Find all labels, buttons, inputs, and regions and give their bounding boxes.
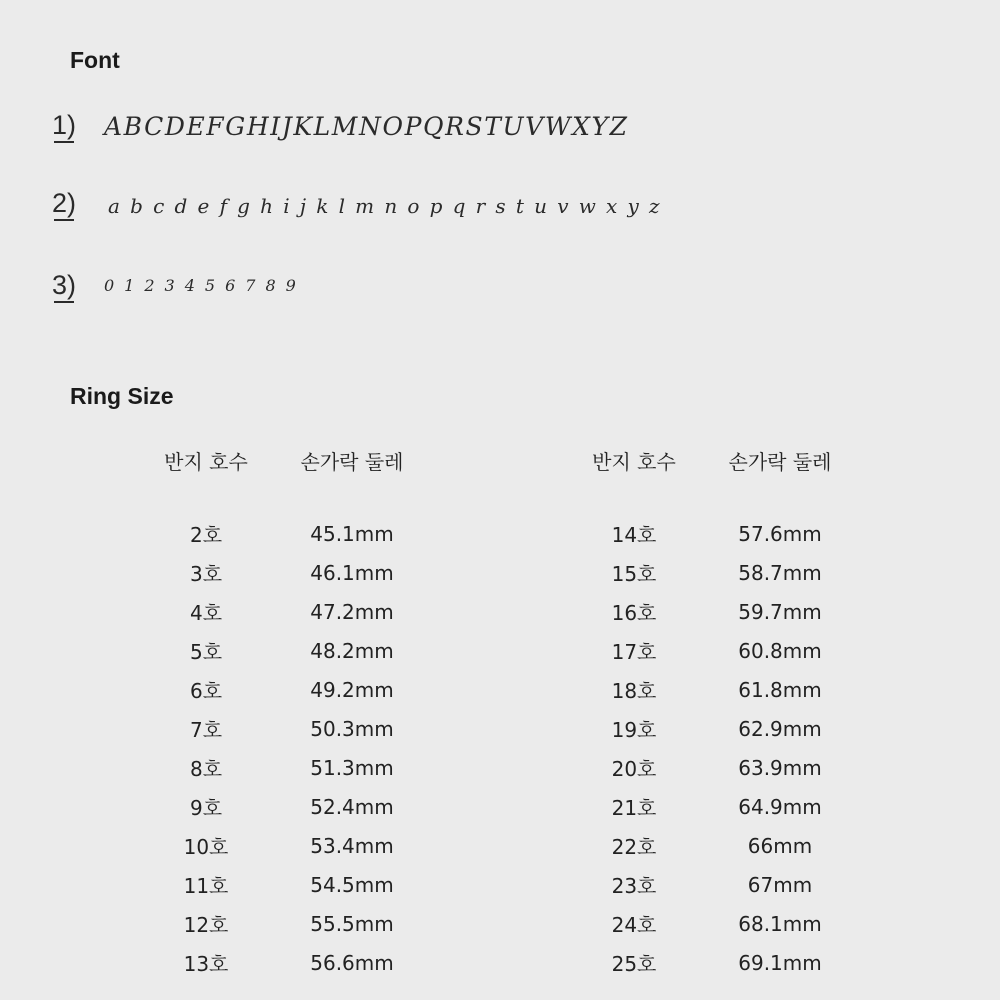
ring-size-cell: 16호 [611, 601, 657, 625]
circumference-cell: 47.2mm [310, 599, 394, 624]
ring-size-cell: 18호 [611, 679, 657, 703]
circumference-cell: 58.7mm [738, 560, 822, 585]
table-body [578, 514, 870, 982]
table-row [578, 709, 870, 748]
ring-size-cell: 7호 [189, 718, 223, 742]
font-heading: Font [70, 47, 120, 73]
table-row [150, 904, 442, 943]
table-row [578, 631, 870, 670]
table-row [578, 865, 870, 904]
table-row [150, 787, 442, 826]
ring-size-cell: 15호 [611, 562, 657, 586]
ring-size-cell: 13호 [183, 952, 229, 976]
circumference-cell: 63.9mm [738, 755, 822, 780]
table-header-row [150, 445, 442, 475]
table-row [578, 904, 870, 943]
circumference-cell: 49.2mm [310, 677, 394, 702]
ring-size-cell: 6호 [189, 679, 223, 703]
digit-glyphs: 0123456789 [104, 276, 306, 295]
ring-size-cell: 17호 [611, 640, 657, 664]
circumference-cell: 59.7mm [738, 599, 822, 624]
ring-size-cell: 8호 [189, 757, 223, 781]
font-row-number: 2) [52, 188, 77, 218]
ring-size-cell: 23호 [611, 874, 657, 898]
circumference-cell: 62.9mm [738, 716, 822, 741]
ring-size-cell: 12호 [183, 913, 229, 937]
table-row [578, 943, 870, 982]
table-row [150, 709, 442, 748]
table-row [578, 514, 870, 553]
table-row [578, 748, 870, 787]
ring-size-table-left [150, 445, 442, 982]
circumference-cell: 50.3mm [310, 716, 394, 741]
table-row [150, 865, 442, 904]
circumference-cell: 64.9mm [738, 794, 822, 819]
circumference-cell: 53.4mm [310, 833, 394, 858]
lowercase-glyphs: abcdefghijklmnopqrstuvwxyz [108, 194, 670, 218]
table-header-row [578, 445, 870, 475]
table-row [578, 826, 870, 865]
ring-size-cell: 24호 [611, 913, 657, 937]
circumference-cell: 68.1mm [738, 911, 822, 936]
ring-size-table-right [578, 445, 870, 982]
uppercase-glyphs: ABCDEFGHIJKLMNOPQRSTUVWXYZ [104, 112, 629, 141]
ring-size-cell: 5호 [189, 640, 223, 664]
table-row [150, 943, 442, 982]
circumference-cell: 45.1mm [310, 521, 394, 546]
ring-size-cell: 4호 [189, 601, 223, 625]
table-row [578, 592, 870, 631]
column-header-size: 반지 호수 [164, 449, 248, 474]
circumference-cell: 56.6mm [310, 950, 394, 975]
circumference-cell: 51.3mm [310, 755, 394, 780]
ring-size-cell: 14호 [611, 523, 657, 547]
ring-size-cell: 9호 [189, 796, 223, 820]
table-row [150, 514, 442, 553]
ring-size-cell: 11호 [183, 874, 229, 898]
ring-size-cell: 25호 [611, 952, 657, 976]
circumference-cell: 66mm [747, 833, 813, 858]
circumference-cell: 69.1mm [738, 950, 822, 975]
table-row [150, 553, 442, 592]
circumference-cell: 48.2mm [310, 638, 394, 663]
table-row [150, 670, 442, 709]
ring-size-cell: 19호 [611, 718, 657, 742]
ring-size-cell: 3호 [189, 562, 223, 586]
circumference-cell: 54.5mm [310, 872, 394, 897]
table-row [150, 631, 442, 670]
ring-size-cell: 21호 [611, 796, 657, 820]
table-row [150, 748, 442, 787]
font-row-number: 3) [52, 270, 77, 300]
ring-size-cell: 2호 [189, 523, 223, 547]
table-row [578, 787, 870, 826]
table-body [150, 514, 442, 982]
circumference-cell: 61.8mm [738, 677, 822, 702]
ring-size-cell: 22호 [611, 835, 657, 859]
font-row-number: 1) [52, 110, 77, 140]
circumference-cell: 55.5mm [310, 911, 394, 936]
circumference-cell: 52.4mm [310, 794, 394, 819]
circumference-cell: 57.6mm [738, 521, 822, 546]
circumference-cell: 60.8mm [738, 638, 822, 663]
ring-size-cell: 20호 [611, 757, 657, 781]
table-row [578, 553, 870, 592]
column-header-circumference: 손가락 둘레 [300, 449, 404, 474]
column-header-size: 반지 호수 [592, 449, 676, 474]
circumference-cell: 67mm [747, 872, 813, 897]
ring-size-heading: Ring Size [70, 383, 174, 409]
column-header-circumference: 손가락 둘레 [728, 449, 832, 474]
table-row [578, 670, 870, 709]
table-row [150, 592, 442, 631]
table-row [150, 826, 442, 865]
ring-size-cell: 10호 [183, 835, 229, 859]
circumference-cell: 46.1mm [310, 560, 394, 585]
